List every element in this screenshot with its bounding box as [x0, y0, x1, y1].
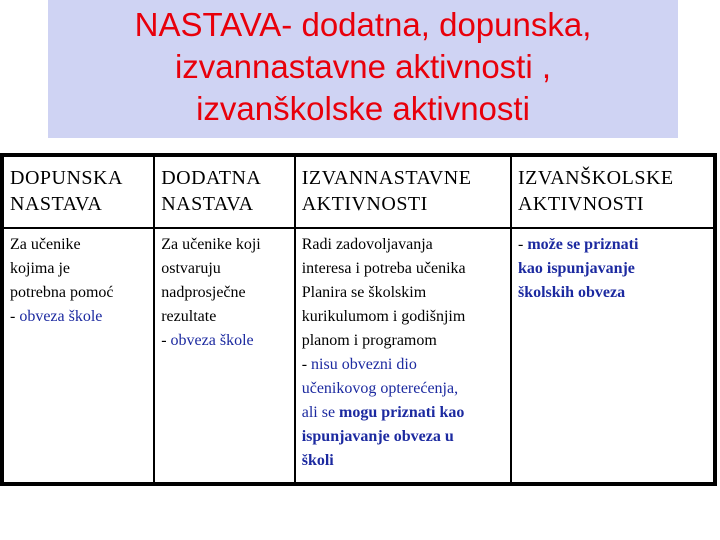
table-row	[3, 228, 714, 483]
cell-line: interesa i potreba učenika	[301, 260, 466, 277]
note-text: obveza škole	[170, 332, 254, 349]
cell-line: rezultate	[161, 308, 217, 325]
header-izvannastavne	[295, 156, 511, 228]
header-dopunska	[3, 156, 154, 228]
title-line-1: NASTAVA- dodatna, dopunska,	[134, 6, 592, 43]
cell-line: Za učenike	[10, 236, 81, 253]
cell-dopunska	[3, 228, 154, 483]
cell-note	[302, 353, 504, 377]
note-text: nisu obvezni dio	[311, 356, 417, 373]
cell-line: kojima je	[10, 260, 70, 277]
cell-line: ostvaruju	[161, 260, 221, 277]
slide-title	[48, 0, 678, 130]
cell-line: nadprosječne	[161, 284, 246, 301]
note-bold-text: može se priznati	[527, 236, 639, 253]
header-text: IZVANŠKOLSKE	[517, 167, 674, 189]
note-bold-text: školskih obveza	[517, 284, 626, 301]
note-text: učenikovog opterećenja,	[301, 380, 459, 397]
header-dodatna	[154, 156, 295, 228]
title-line-2: izvannastavne aktivnosti ,	[174, 48, 552, 85]
table-header-row	[3, 156, 714, 228]
cell-line: planom i programom	[301, 332, 437, 349]
cell-note	[518, 233, 707, 257]
header-text: AKTIVNOSTI	[517, 193, 645, 215]
cell-line: Radi zadovoljavanja	[301, 236, 433, 253]
header-text: NASTAVA	[161, 193, 254, 215]
activities-table	[0, 153, 717, 486]
header-text: AKTIVNOSTI	[301, 193, 428, 215]
header-text: DOPUNSKA	[10, 167, 123, 189]
title-line-3: izvanškolske aktivnosti	[196, 90, 530, 127]
cell-line: Planira se školskim	[301, 284, 427, 301]
header-text: IZVANNASTAVNE	[301, 167, 472, 189]
note-bold-text: ispunjavanje obveza u	[301, 428, 454, 445]
note-prefix: -	[517, 236, 528, 253]
cell-note	[10, 305, 147, 329]
cell-note	[161, 329, 288, 353]
note-prefix: -	[301, 356, 312, 373]
note-bold-text: školi	[301, 452, 334, 469]
note-text: ali se	[301, 404, 340, 421]
cell-note	[302, 401, 504, 425]
header-text: DODATNA	[161, 167, 262, 189]
cell-line: potrebna pomoć	[10, 284, 114, 301]
cell-izvanskolske	[511, 228, 714, 483]
cell-izvannastavne	[295, 228, 511, 483]
note-bold-text: kao ispunjavanje	[517, 260, 635, 277]
header-izvanskolske	[511, 156, 714, 228]
cell-line: Za učenike koji	[161, 236, 261, 253]
cell-dodatna	[154, 228, 295, 483]
note-text: obveza škole	[19, 308, 103, 325]
note-prefix: -	[10, 308, 20, 325]
header-text: NASTAVA	[10, 193, 103, 215]
cell-line: kurikulumom i godišnjim	[301, 308, 466, 325]
note-prefix: -	[161, 332, 171, 349]
note-bold-text: mogu priznati kao	[339, 404, 465, 421]
